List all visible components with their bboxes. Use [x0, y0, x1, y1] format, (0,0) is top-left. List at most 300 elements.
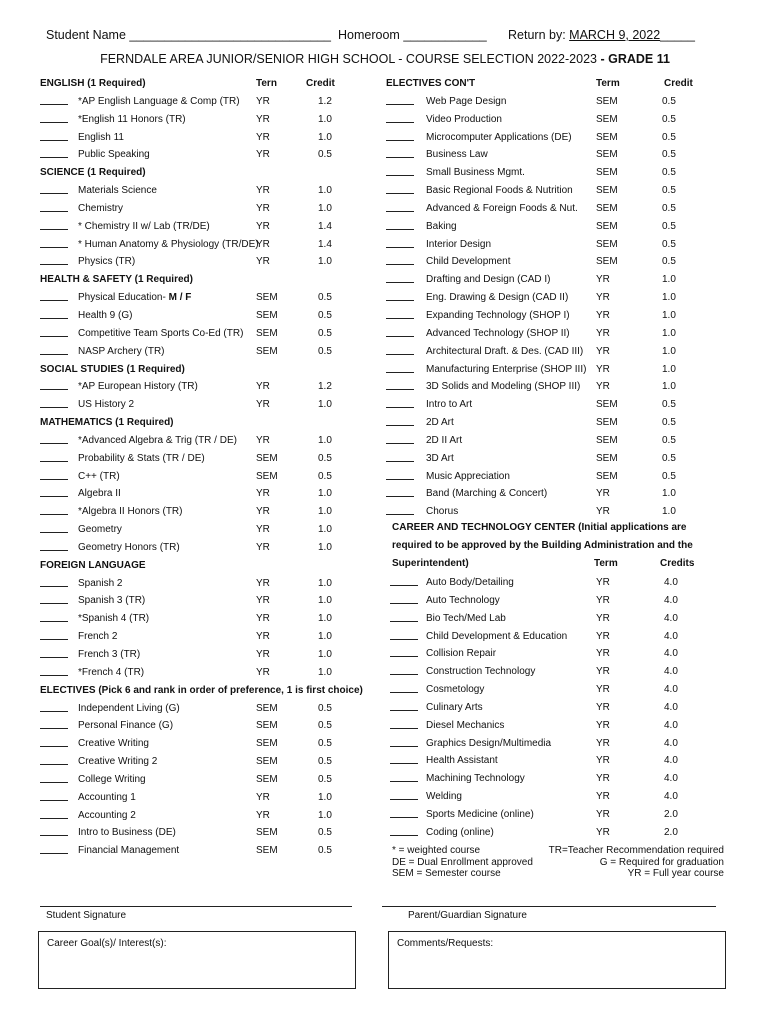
course-credit: 0.5	[662, 167, 676, 179]
student-name-blank[interactable]: _____________________________	[129, 28, 332, 42]
course-name	[78, 631, 117, 642]
course-row	[40, 217, 400, 235]
course-term: SEM	[596, 452, 618, 464]
course-selection-blank[interactable]	[386, 350, 414, 355]
course-row	[386, 431, 746, 449]
course-term: YR	[256, 399, 270, 411]
course-credit: 0.5	[662, 185, 676, 197]
course-row	[40, 128, 400, 146]
course-name-text: Manufacturing Enterprise (SHOP III)	[426, 363, 587, 375]
course-name	[426, 417, 454, 428]
course-credit: 0.5	[318, 738, 332, 750]
course-selection-blank[interactable]	[386, 243, 414, 248]
section-title: SOCIAL STUDIES (1 Required)	[40, 363, 185, 375]
course-selection-blank[interactable]	[40, 314, 68, 319]
course-row	[40, 306, 400, 324]
course-term: YR	[256, 791, 270, 803]
student-name-field[interactable]	[46, 28, 331, 42]
course-name	[426, 435, 462, 446]
course-term: YR	[256, 238, 270, 250]
course-selection-blank[interactable]	[386, 153, 414, 158]
course-name	[426, 346, 583, 357]
course-name	[426, 791, 462, 802]
course-name	[78, 738, 149, 749]
course-term: YR	[596, 309, 610, 321]
course-selection-blank[interactable]	[390, 688, 418, 693]
course-credit: 0.5	[662, 202, 676, 214]
course-name	[426, 399, 472, 410]
course-selection-blank[interactable]	[40, 136, 68, 141]
course-name-text: Welding	[426, 791, 462, 803]
course-name	[426, 755, 498, 766]
course-selection-blank[interactable]	[386, 136, 414, 141]
course-name	[426, 239, 491, 250]
course-term: YR	[256, 488, 270, 500]
course-name	[78, 524, 122, 535]
course-row	[386, 591, 746, 609]
course-name	[426, 471, 510, 482]
course-credit: 4.0	[664, 719, 678, 731]
course-row	[40, 752, 400, 770]
course-name	[426, 738, 551, 749]
course-selection-blank[interactable]	[40, 778, 68, 783]
course-row	[40, 324, 400, 342]
course-selection-blank[interactable]	[386, 278, 414, 283]
term-column-header: Term	[596, 78, 620, 89]
course-name	[426, 328, 570, 339]
course-term: SEM	[596, 167, 618, 179]
course-selection-blank[interactable]	[40, 243, 68, 248]
course-credit: 1.0	[318, 666, 332, 678]
course-name-text: Band (Marching & Concert)	[426, 488, 548, 500]
section-header	[40, 360, 400, 378]
ctc-header-line1: CAREER AND TECHNOLOGY CENTER (Initial applications are	[392, 522, 687, 533]
course-name	[426, 132, 572, 143]
course-name-text: Algebra II	[78, 488, 121, 500]
course-credit: 0.5	[318, 345, 332, 357]
title-main: FERNDALE AREA JUNIOR/SENIOR HIGH SCHOOL - COURSE SELECTION 2022-2023	[100, 52, 597, 66]
course-row	[386, 110, 746, 128]
homeroom-blank[interactable]: ____________	[403, 28, 487, 42]
ctc-term-header: Term	[594, 558, 618, 569]
course-term: SEM	[256, 827, 278, 839]
course-name-text: Health Assistant	[426, 755, 498, 767]
course-selection-blank[interactable]	[40, 796, 68, 801]
course-selection-blank[interactable]	[386, 171, 414, 176]
course-selection-blank[interactable]	[40, 100, 68, 105]
course-selection-blank[interactable]	[40, 707, 68, 712]
course-name-text: *French 4 (TR)	[78, 666, 145, 678]
course-name	[78, 399, 134, 410]
course-selection-blank[interactable]	[386, 421, 414, 426]
course-selection-blank[interactable]	[40, 582, 68, 587]
course-row	[386, 751, 746, 769]
course-row	[386, 128, 746, 146]
course-term: SEM	[596, 113, 618, 125]
course-name	[426, 167, 525, 178]
course-credit: 0.5	[318, 470, 332, 482]
course-selection-blank[interactable]	[40, 332, 68, 337]
legend-weighted: * = weighted course	[392, 845, 481, 856]
course-selection-blank[interactable]	[40, 457, 68, 462]
course-term: YR	[596, 648, 610, 660]
course-name	[78, 471, 120, 482]
course-term: YR	[256, 131, 270, 143]
course-row	[40, 823, 400, 841]
course-selection-blank[interactable]	[390, 742, 418, 747]
course-credit: 1.0	[318, 202, 332, 214]
course-selection-blank[interactable]	[40, 724, 68, 729]
course-selection-blank[interactable]	[386, 118, 414, 123]
course-selection-blank[interactable]	[386, 296, 414, 301]
course-name-text: Competitive Team Sports Co-Ed (TR)	[78, 327, 244, 339]
course-selection-blank[interactable]	[40, 635, 68, 640]
course-selection-blank[interactable]	[386, 225, 414, 230]
course-row	[40, 770, 400, 788]
course-selection-blank[interactable]	[40, 831, 68, 836]
course-name	[426, 96, 506, 107]
course-row	[386, 324, 746, 342]
course-row	[386, 181, 746, 199]
course-credit: 0.5	[662, 95, 676, 107]
section-header	[40, 74, 400, 92]
course-name	[78, 292, 191, 303]
course-selection-blank[interactable]	[390, 635, 418, 640]
course-name	[426, 114, 502, 125]
course-name-text: *English 11 Honors (TR)	[78, 113, 186, 125]
course-selection-blank[interactable]	[40, 617, 68, 622]
course-credit: 0.5	[318, 845, 332, 857]
course-selection-blank[interactable]	[40, 528, 68, 533]
course-credit: 4.0	[664, 612, 678, 624]
return-by-date: MARCH 9, 2022	[569, 28, 661, 42]
homeroom-label: Homeroom	[338, 28, 400, 42]
legend-semester: SEM = Semester course	[392, 868, 501, 879]
course-name-text: *AP European History (TR)	[78, 381, 198, 393]
course-name	[426, 613, 506, 624]
course-term: YR	[256, 649, 270, 660]
course-credit: 4.0	[664, 701, 678, 713]
return-by-label: Return by:	[508, 28, 566, 42]
course-selection-blank[interactable]	[40, 385, 68, 390]
course-name	[426, 506, 458, 517]
course-row	[386, 270, 746, 288]
course-selection-blank[interactable]	[386, 510, 414, 515]
course-row	[40, 538, 400, 556]
credit-column-header: Credit	[306, 78, 335, 89]
section-title: ENGLISH (1 Required)	[40, 78, 146, 89]
course-term: YR	[596, 808, 610, 820]
course-name-text: Advanced & Foreign Foods & Nut.	[426, 202, 578, 214]
course-term: YR	[256, 113, 270, 125]
course-row	[40, 92, 400, 110]
course-name	[78, 239, 259, 250]
section-title: HEALTH & SAFETY (1 Required)	[40, 274, 193, 286]
course-row	[40, 288, 400, 306]
course-term: YR	[256, 220, 270, 232]
course-selection-blank[interactable]	[386, 403, 414, 408]
course-credit: 0.5	[318, 773, 332, 785]
course-credit: 1.0	[662, 292, 676, 304]
course-name	[426, 364, 586, 375]
course-name-text: Coding (online)	[426, 826, 494, 838]
course-row	[40, 467, 400, 485]
course-name	[426, 666, 535, 677]
course-name-text: Child Development & Education	[426, 630, 568, 642]
course-selection-blank[interactable]	[40, 207, 68, 212]
course-term: YR	[256, 95, 270, 107]
course-credit: 1.0	[318, 613, 332, 625]
course-term: YR	[596, 594, 610, 606]
course-selection-blank[interactable]	[40, 225, 68, 230]
parent-signature-line[interactable]	[382, 906, 716, 907]
course-selection-blank[interactable]	[390, 652, 418, 657]
course-term: YR	[596, 345, 610, 357]
course-name-text: 3D Solids and Modeling (SHOP III)	[426, 381, 581, 393]
legend-left	[392, 845, 533, 880]
course-row	[40, 395, 400, 413]
ctc-header-line2: required to be approved by the Building Administration and the	[392, 540, 693, 551]
course-name-text: NASP Archery (TR)	[78, 345, 165, 357]
course-row	[386, 698, 746, 716]
course-name-text: Independent Living (G)	[78, 702, 180, 714]
course-selection-blank[interactable]	[386, 457, 414, 462]
course-term: YR	[256, 524, 270, 536]
course-name	[78, 132, 124, 143]
course-selection-blank[interactable]	[386, 100, 414, 105]
course-credit: 4.0	[664, 630, 678, 642]
course-name-text: Child Development	[426, 256, 511, 268]
course-term: SEM	[596, 185, 618, 197]
course-selection-blank[interactable]	[390, 777, 418, 782]
course-name	[426, 149, 488, 160]
course-credit: 4.0	[664, 594, 678, 606]
course-name-text: Creative Writing	[78, 738, 149, 750]
course-name-text: French 3 (TR)	[78, 649, 141, 660]
course-row	[40, 199, 400, 217]
course-selection-blank[interactable]	[386, 475, 414, 480]
course-selection-blank[interactable]	[390, 759, 418, 764]
course-name-text: Auto Body/Detailing	[426, 577, 514, 588]
course-term: YR	[596, 363, 610, 375]
course-selection-blank[interactable]	[40, 189, 68, 194]
course-selection-blank[interactable]	[386, 492, 414, 497]
course-selection-blank[interactable]	[390, 706, 418, 711]
course-selection-blank[interactable]	[390, 617, 418, 622]
course-row	[386, 716, 746, 734]
course-credit: 1.0	[662, 309, 676, 321]
course-name-text: 2D Art	[426, 417, 454, 429]
term-column-header: Tern	[256, 78, 277, 89]
course-term: SEM	[256, 720, 278, 732]
student-signature-line[interactable]	[40, 906, 352, 907]
course-term: YR	[256, 595, 270, 607]
course-selection-blank[interactable]	[40, 350, 68, 355]
course-row	[386, 235, 746, 253]
course-term: YR	[256, 577, 270, 589]
section-title: MATHEMATICS (1 Required)	[40, 417, 174, 429]
course-row	[386, 449, 746, 467]
course-selection-blank[interactable]	[390, 831, 418, 836]
section-header	[40, 270, 400, 288]
course-name-text: Geometry	[78, 524, 122, 536]
course-name-text: *Spanish 4 (TR)	[78, 613, 150, 625]
course-term: SEM	[256, 702, 278, 714]
course-credit: 0.5	[318, 702, 332, 714]
course-credit: 4.0	[664, 773, 678, 785]
section-header	[40, 681, 400, 699]
course-selection-blank[interactable]	[40, 296, 68, 301]
course-selection-blank[interactable]	[386, 260, 414, 265]
course-credit: 0.5	[662, 113, 676, 125]
course-selection-blank[interactable]	[40, 742, 68, 747]
course-selection-blank[interactable]	[40, 653, 68, 658]
homeroom-field[interactable]	[338, 28, 487, 42]
course-name	[426, 577, 514, 588]
course-row	[40, 110, 400, 128]
legend-dual-enrollment: DE = Dual Enrollment approved	[392, 856, 533, 868]
course-term: SEM	[256, 738, 278, 750]
course-name-text: 2D II Art	[426, 434, 463, 446]
course-selection-blank[interactable]	[386, 368, 414, 373]
course-row	[40, 342, 400, 360]
course-name	[78, 703, 180, 714]
course-name	[78, 506, 182, 517]
course-row	[40, 716, 400, 734]
course-name	[78, 310, 132, 321]
course-selection-blank[interactable]	[386, 439, 414, 444]
course-selection-blank[interactable]	[386, 189, 414, 194]
course-row	[386, 644, 746, 662]
course-name-text: Creative Writing 2	[78, 756, 158, 768]
course-selection-blank[interactable]	[390, 724, 418, 729]
course-credit: 1.0	[318, 649, 332, 660]
course-selection-blank[interactable]	[40, 153, 68, 158]
course-name-text: Physics (TR)	[78, 256, 136, 268]
course-row	[386, 395, 746, 413]
course-selection-blank[interactable]	[386, 332, 414, 337]
course-name-text: Materials Science	[78, 185, 157, 197]
course-name-text: French 2	[78, 631, 118, 643]
course-row	[386, 467, 746, 485]
course-row	[40, 699, 400, 717]
course-credit: 0.5	[318, 149, 332, 161]
course-credit: 0.5	[318, 309, 332, 321]
course-name-text: Probability & Stats (TR / DE)	[78, 452, 205, 464]
course-selection-blank[interactable]	[386, 207, 414, 212]
course-name-text: * Chemistry II w/ Lab (TR/DE)	[78, 220, 210, 232]
course-row	[40, 734, 400, 752]
course-credit: 4.0	[664, 737, 678, 749]
course-name-text: Public Speaking	[78, 149, 150, 161]
course-selection-blank[interactable]	[40, 492, 68, 497]
course-row	[40, 449, 400, 467]
career-goals-box[interactable]	[38, 931, 356, 989]
course-row	[40, 609, 400, 627]
course-name-text: Geometry Honors (TR)	[78, 541, 180, 553]
course-name	[78, 792, 136, 803]
course-selection-blank[interactable]	[390, 813, 418, 818]
course-selection-blank[interactable]	[40, 510, 68, 515]
course-name	[78, 649, 140, 660]
course-row	[386, 609, 746, 627]
course-row	[386, 92, 746, 110]
course-name	[78, 595, 145, 606]
course-selection-blank[interactable]	[40, 599, 68, 604]
course-selection-blank[interactable]	[40, 118, 68, 123]
course-row	[40, 627, 400, 645]
comments-label: Comments/Requests:	[397, 938, 494, 949]
course-row	[40, 235, 400, 253]
course-credit: 0.5	[318, 452, 332, 464]
course-term: SEM	[596, 434, 618, 446]
course-row	[40, 431, 400, 449]
course-row	[386, 787, 746, 805]
course-name-text: Financial Management	[78, 845, 180, 857]
course-name-text: US History 2	[78, 399, 135, 411]
ctc-course-list	[386, 573, 746, 841]
course-term: YR	[596, 755, 610, 767]
course-name	[426, 595, 500, 606]
course-credit: 4.0	[664, 666, 678, 678]
course-selection-blank[interactable]	[40, 439, 68, 444]
course-credit: 0.5	[318, 292, 332, 304]
section-header	[40, 413, 400, 431]
student-name-label: Student Name	[46, 28, 126, 42]
course-selection-blank[interactable]	[386, 385, 414, 390]
course-name-text: Baking	[426, 220, 457, 232]
course-credit: 1.0	[318, 256, 332, 268]
course-selection-blank[interactable]	[386, 314, 414, 319]
course-selection-blank[interactable]	[390, 670, 418, 675]
course-row	[386, 306, 746, 324]
course-selection-blank[interactable]	[40, 814, 68, 819]
course-selection-blank[interactable]	[40, 403, 68, 408]
course-term: YR	[596, 737, 610, 749]
course-credit: 0.5	[318, 827, 332, 839]
course-selection-blank[interactable]	[40, 760, 68, 765]
course-selection-blank[interactable]	[40, 475, 68, 480]
course-credit: 0.5	[318, 327, 332, 339]
legend-teacher-rec: TR=Teacher Recommendation required	[548, 845, 724, 856]
course-selection-blank[interactable]	[40, 849, 68, 854]
course-name	[426, 453, 454, 464]
section-title: SCIENCE (1 Required)	[40, 167, 146, 179]
course-row	[386, 252, 746, 270]
course-name-text: Video Production	[426, 113, 502, 125]
legend-full-year: YR = Full year course	[627, 868, 724, 879]
course-name	[426, 809, 534, 820]
course-selection-blank[interactable]	[390, 795, 418, 800]
course-name	[78, 256, 135, 267]
course-selection-blank[interactable]	[40, 671, 68, 676]
course-selection-blank[interactable]	[390, 599, 418, 604]
course-name	[78, 613, 149, 624]
course-name	[78, 827, 176, 838]
course-row	[40, 788, 400, 806]
course-selection-blank[interactable]	[40, 546, 68, 551]
course-name-text: Machining Technology	[426, 773, 525, 785]
course-row	[386, 805, 746, 823]
course-credit: 1.0	[318, 791, 332, 803]
course-row	[386, 769, 746, 787]
course-selection-blank[interactable]	[390, 581, 418, 586]
course-credit: 1.0	[318, 399, 332, 411]
course-credit: 2.0	[664, 808, 678, 820]
course-term: SEM	[596, 470, 618, 482]
comments-box[interactable]	[388, 931, 726, 989]
course-selection-blank[interactable]	[40, 260, 68, 265]
